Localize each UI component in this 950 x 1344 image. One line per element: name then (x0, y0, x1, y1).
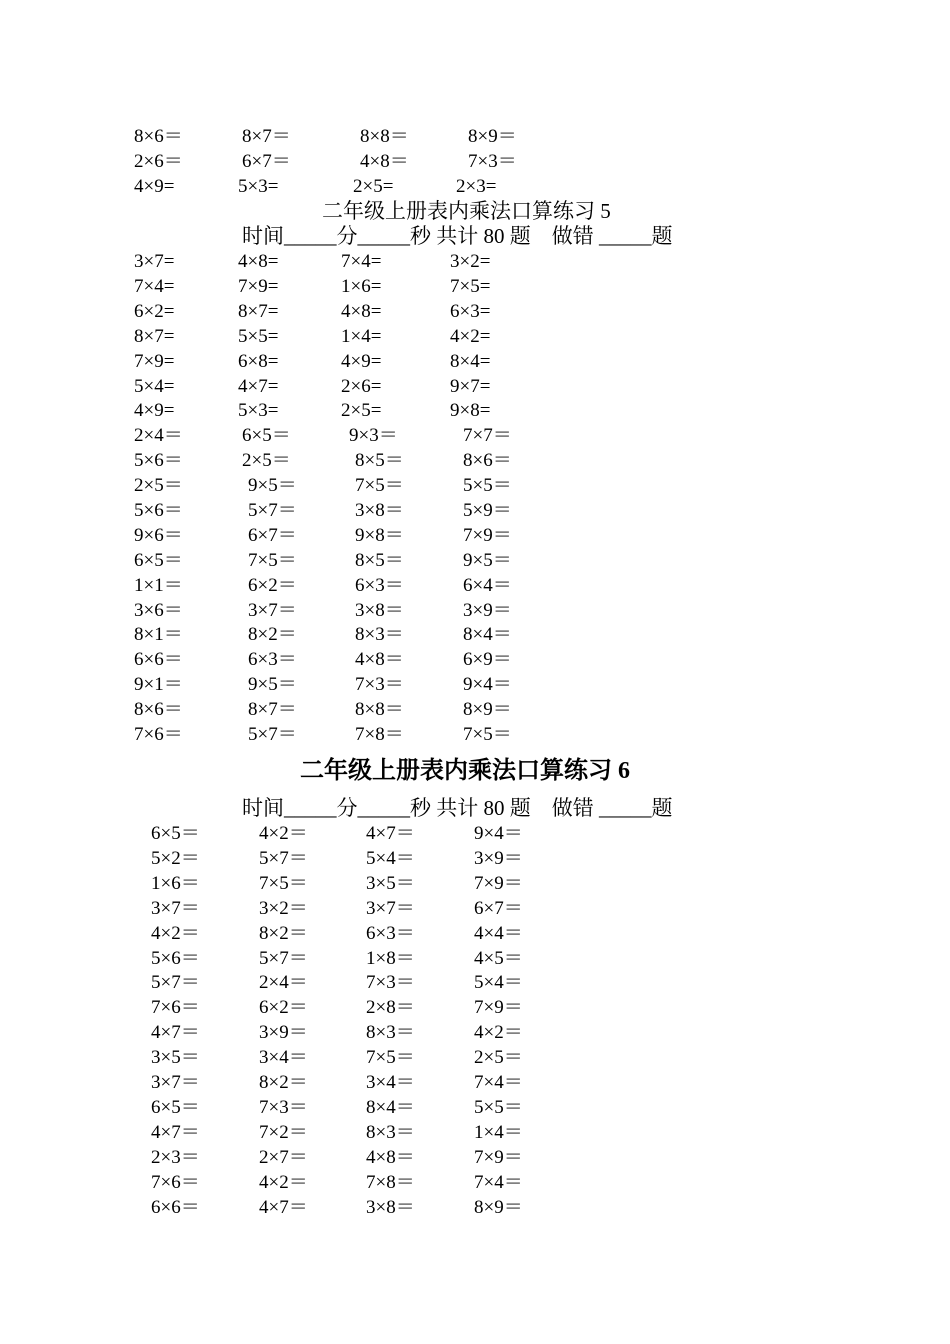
problem-cell: 9×4＝ (463, 674, 512, 696)
problem-cell: 6×2＝ (259, 997, 308, 1019)
problem-cell: 8×5＝ (355, 450, 404, 471)
problem-cell: 8×7= (238, 300, 279, 322)
problem-cell: 2×3＝ (151, 1146, 200, 1168)
problem-cell: 7×8＝ (355, 724, 404, 745)
problem-cell: 7×3＝ (468, 151, 517, 172)
problem-cell: 3×5＝ (151, 1047, 200, 1069)
problem-cell: 2×5＝ (474, 1047, 523, 1069)
problem-cell: 1×6＝ (151, 872, 200, 894)
problem-cell: 6×5＝ (151, 823, 200, 844)
problem-cell: 7×4= (134, 275, 175, 297)
problem-cell: 5×5＝ (474, 1096, 523, 1118)
problem-cell: 7×6＝ (151, 997, 200, 1019)
problem-cell: 8×7＝ (248, 699, 297, 721)
problem-cell: 7×2＝ (259, 1121, 308, 1143)
problem-cell: 6×6＝ (134, 649, 183, 671)
problem-cell: 3×5＝ (366, 872, 415, 894)
problem-cell: 5×7＝ (259, 847, 308, 869)
problem-cell: 4×2= (450, 325, 491, 347)
problem-cell: 7×5＝ (259, 872, 308, 894)
problem-cell: 5×5＝ (463, 475, 512, 496)
section6-title: 二年级上册表内乘法口算练习 6 (300, 758, 630, 784)
problem-cell: 4×2＝ (151, 922, 200, 944)
problem-cell: 9×8＝ (355, 524, 404, 546)
problem-cell: 1×4= (341, 325, 382, 347)
problem-cell: 6×5＝ (134, 549, 183, 571)
problem-cell: 3×6＝ (134, 599, 183, 621)
problem-cell: 5×6＝ (151, 947, 200, 969)
problem-cell: 6×2＝ (248, 574, 297, 596)
problem-cell: 8×4= (450, 350, 491, 372)
problem-cell: 3×8＝ (355, 599, 404, 621)
problem-cell: 8×2＝ (259, 1072, 308, 1093)
problem-cell: 7×9＝ (474, 997, 523, 1019)
problem-cell: 4×2＝ (474, 1022, 523, 1044)
problem-cell: 4×8＝ (360, 151, 409, 172)
problem-cell: 5×9＝ (463, 499, 512, 521)
problem-cell: 4×7= (238, 375, 279, 397)
problem-cell: 2×5＝ (242, 450, 291, 471)
problem-cell: 4×8= (341, 300, 382, 322)
problem-cell: 5×7＝ (248, 724, 297, 745)
problem-cell: 7×9＝ (463, 524, 512, 546)
problem-cell: 8×1＝ (134, 624, 183, 646)
problem-cell: 8×9＝ (474, 1196, 523, 1218)
problem-cell: 8×3＝ (366, 1121, 415, 1143)
problem-cell: 5×7＝ (259, 947, 308, 969)
problem-cell: 3×4＝ (366, 1072, 415, 1093)
problem-cell: 3×7＝ (151, 1072, 200, 1093)
problem-cell: 9×8= (450, 400, 491, 422)
problem-cell: 8×8＝ (355, 699, 404, 721)
problem-cell: 7×4＝ (474, 1171, 523, 1193)
problem-cell: 7×9= (238, 275, 279, 297)
problem-cell: 6×4＝ (463, 574, 512, 596)
problem-cell: 8×5＝ (355, 549, 404, 571)
problem-cell: 3×8＝ (366, 1196, 415, 1218)
problem-cell: 3×9＝ (259, 1022, 308, 1044)
problem-cell: 3×7= (134, 251, 175, 272)
problem-cell: 6×3＝ (366, 922, 415, 944)
problem-cell: 9×4＝ (474, 823, 523, 844)
problem-cell: 9×5＝ (248, 674, 297, 696)
problem-cell: 8×2＝ (248, 624, 297, 646)
problem-cell: 8×3＝ (366, 1022, 415, 1044)
problem-cell: 7×9＝ (474, 1146, 523, 1168)
problem-cell: 2×5= (341, 400, 382, 422)
problem-cell: 6×9＝ (463, 649, 512, 671)
section5-meta: 时间_____分_____秒 共计 80 题 做错 _____题 (242, 224, 673, 248)
problem-cell: 8×4＝ (463, 624, 512, 646)
problem-cell: 7×3＝ (355, 674, 404, 696)
problem-cell: 8×7＝ (242, 126, 291, 147)
problem-cell: 4×7＝ (151, 1121, 200, 1143)
problem-cell: 7×9＝ (474, 872, 523, 894)
problem-cell: 4×9= (134, 176, 175, 197)
problem-cell: 6×6＝ (151, 1196, 200, 1218)
problem-cell: 7×5＝ (355, 475, 404, 496)
problem-cell: 8×9＝ (463, 699, 512, 721)
problem-cell: 5×6＝ (134, 499, 183, 521)
problem-cell: 6×3＝ (355, 574, 404, 596)
section5-title: 二年级上册表内乘法口算练习 5 (322, 199, 611, 223)
problem-cell: 7×7＝ (463, 425, 512, 446)
problem-cell: 6×8= (238, 350, 279, 372)
problem-cell: 7×3＝ (259, 1096, 308, 1118)
problem-cell: 5×3= (238, 400, 279, 422)
problem-cell: 7×4＝ (474, 1072, 523, 1093)
problem-cell: 5×4= (134, 375, 175, 397)
problem-cell: 9×5＝ (463, 549, 512, 571)
problem-cell: 3×4＝ (259, 1047, 308, 1069)
problem-cell: 8×8＝ (360, 126, 409, 147)
problem-cell: 4×9= (134, 400, 175, 422)
problem-cell: 4×8＝ (355, 649, 404, 671)
problem-cell: 3×9＝ (474, 847, 523, 869)
problem-cell: 5×6＝ (134, 450, 183, 471)
problem-cell: 3×2＝ (259, 897, 308, 919)
problem-cell: 6×7＝ (248, 524, 297, 546)
problem-cell: 5×7＝ (151, 972, 200, 994)
problem-cell: 9×3＝ (349, 425, 398, 446)
problem-cell: 9×6＝ (134, 524, 183, 546)
problem-cell: 6×2= (134, 300, 175, 322)
problem-cell: 8×6＝ (134, 126, 183, 147)
problem-cell: 3×7＝ (248, 599, 297, 621)
problem-cell: 7×5＝ (248, 549, 297, 571)
problem-cell: 5×4＝ (474, 972, 523, 994)
problem-cell: 7×6＝ (134, 724, 183, 745)
problem-cell: 2×5= (353, 176, 394, 197)
problem-cell: 6×7＝ (242, 151, 291, 172)
problem-cell: 4×2＝ (259, 1171, 308, 1193)
problem-cell: 7×9= (134, 350, 175, 372)
problem-cell: 4×7＝ (366, 823, 415, 844)
problem-cell: 4×8= (238, 251, 279, 272)
problem-cell: 1×1＝ (134, 574, 183, 596)
problem-cell: 8×7= (134, 325, 175, 347)
problem-cell: 7×5= (450, 275, 491, 297)
problem-cell: 1×8＝ (366, 947, 415, 969)
problem-cell: 5×4＝ (366, 847, 415, 869)
problem-cell: 8×4＝ (366, 1096, 415, 1118)
problem-cell: 7×5＝ (463, 724, 512, 745)
problem-cell: 4×9= (341, 350, 382, 372)
problem-cell: 3×7＝ (151, 897, 200, 919)
problem-cell: 6×5＝ (151, 1096, 200, 1118)
problem-cell: 5×2＝ (151, 847, 200, 869)
problem-cell: 2×7＝ (259, 1146, 308, 1168)
problem-cell: 5×3= (238, 176, 279, 197)
problem-cell: 8×9＝ (468, 126, 517, 147)
problem-cell: 7×4= (341, 251, 382, 272)
problem-cell: 4×7＝ (151, 1022, 200, 1044)
problem-cell: 4×8＝ (366, 1146, 415, 1168)
problem-cell: 4×7＝ (259, 1196, 308, 1218)
problem-cell: 2×6= (341, 375, 382, 397)
problem-cell: 6×3= (450, 300, 491, 322)
problem-cell: 1×6= (341, 275, 382, 297)
problem-cell: 7×6＝ (151, 1171, 200, 1193)
problem-cell: 8×2＝ (259, 922, 308, 944)
problem-cell: 8×6＝ (134, 699, 183, 721)
problem-cell: 4×5＝ (474, 947, 523, 969)
problem-cell: 2×8＝ (366, 997, 415, 1019)
problem-cell: 3×2= (450, 251, 491, 272)
problem-cell: 4×4＝ (474, 922, 523, 944)
problem-cell: 3×8＝ (355, 499, 404, 521)
problem-cell: 4×2＝ (259, 823, 308, 844)
problem-cell: 9×1＝ (134, 674, 183, 696)
problem-cell: 7×5＝ (366, 1047, 415, 1069)
problem-cell: 6×7＝ (474, 897, 523, 919)
problem-cell: 8×6＝ (463, 450, 512, 471)
problem-cell: 5×7＝ (248, 499, 297, 521)
section6-meta: 时间_____分_____秒 共计 80 题 做错 _____题 (242, 796, 673, 820)
problem-cell: 2×4＝ (259, 972, 308, 994)
problem-cell: 8×3＝ (355, 624, 404, 646)
problem-cell: 6×3＝ (248, 649, 297, 671)
problem-cell: 2×3= (456, 176, 497, 197)
problem-cell: 2×5＝ (134, 475, 183, 496)
problem-cell: 6×5＝ (242, 425, 291, 446)
problem-cell: 7×3＝ (366, 972, 415, 994)
problem-cell: 3×9＝ (463, 599, 512, 621)
problem-cell: 2×4＝ (134, 425, 183, 446)
problem-cell: 1×4＝ (474, 1121, 523, 1143)
problem-cell: 9×5＝ (248, 475, 297, 496)
problem-cell: 2×6＝ (134, 151, 183, 172)
problem-cell: 3×7＝ (366, 897, 415, 919)
problem-cell: 9×7= (450, 375, 491, 397)
problem-cell: 7×8＝ (366, 1171, 415, 1193)
problem-cell: 5×5= (238, 325, 279, 347)
